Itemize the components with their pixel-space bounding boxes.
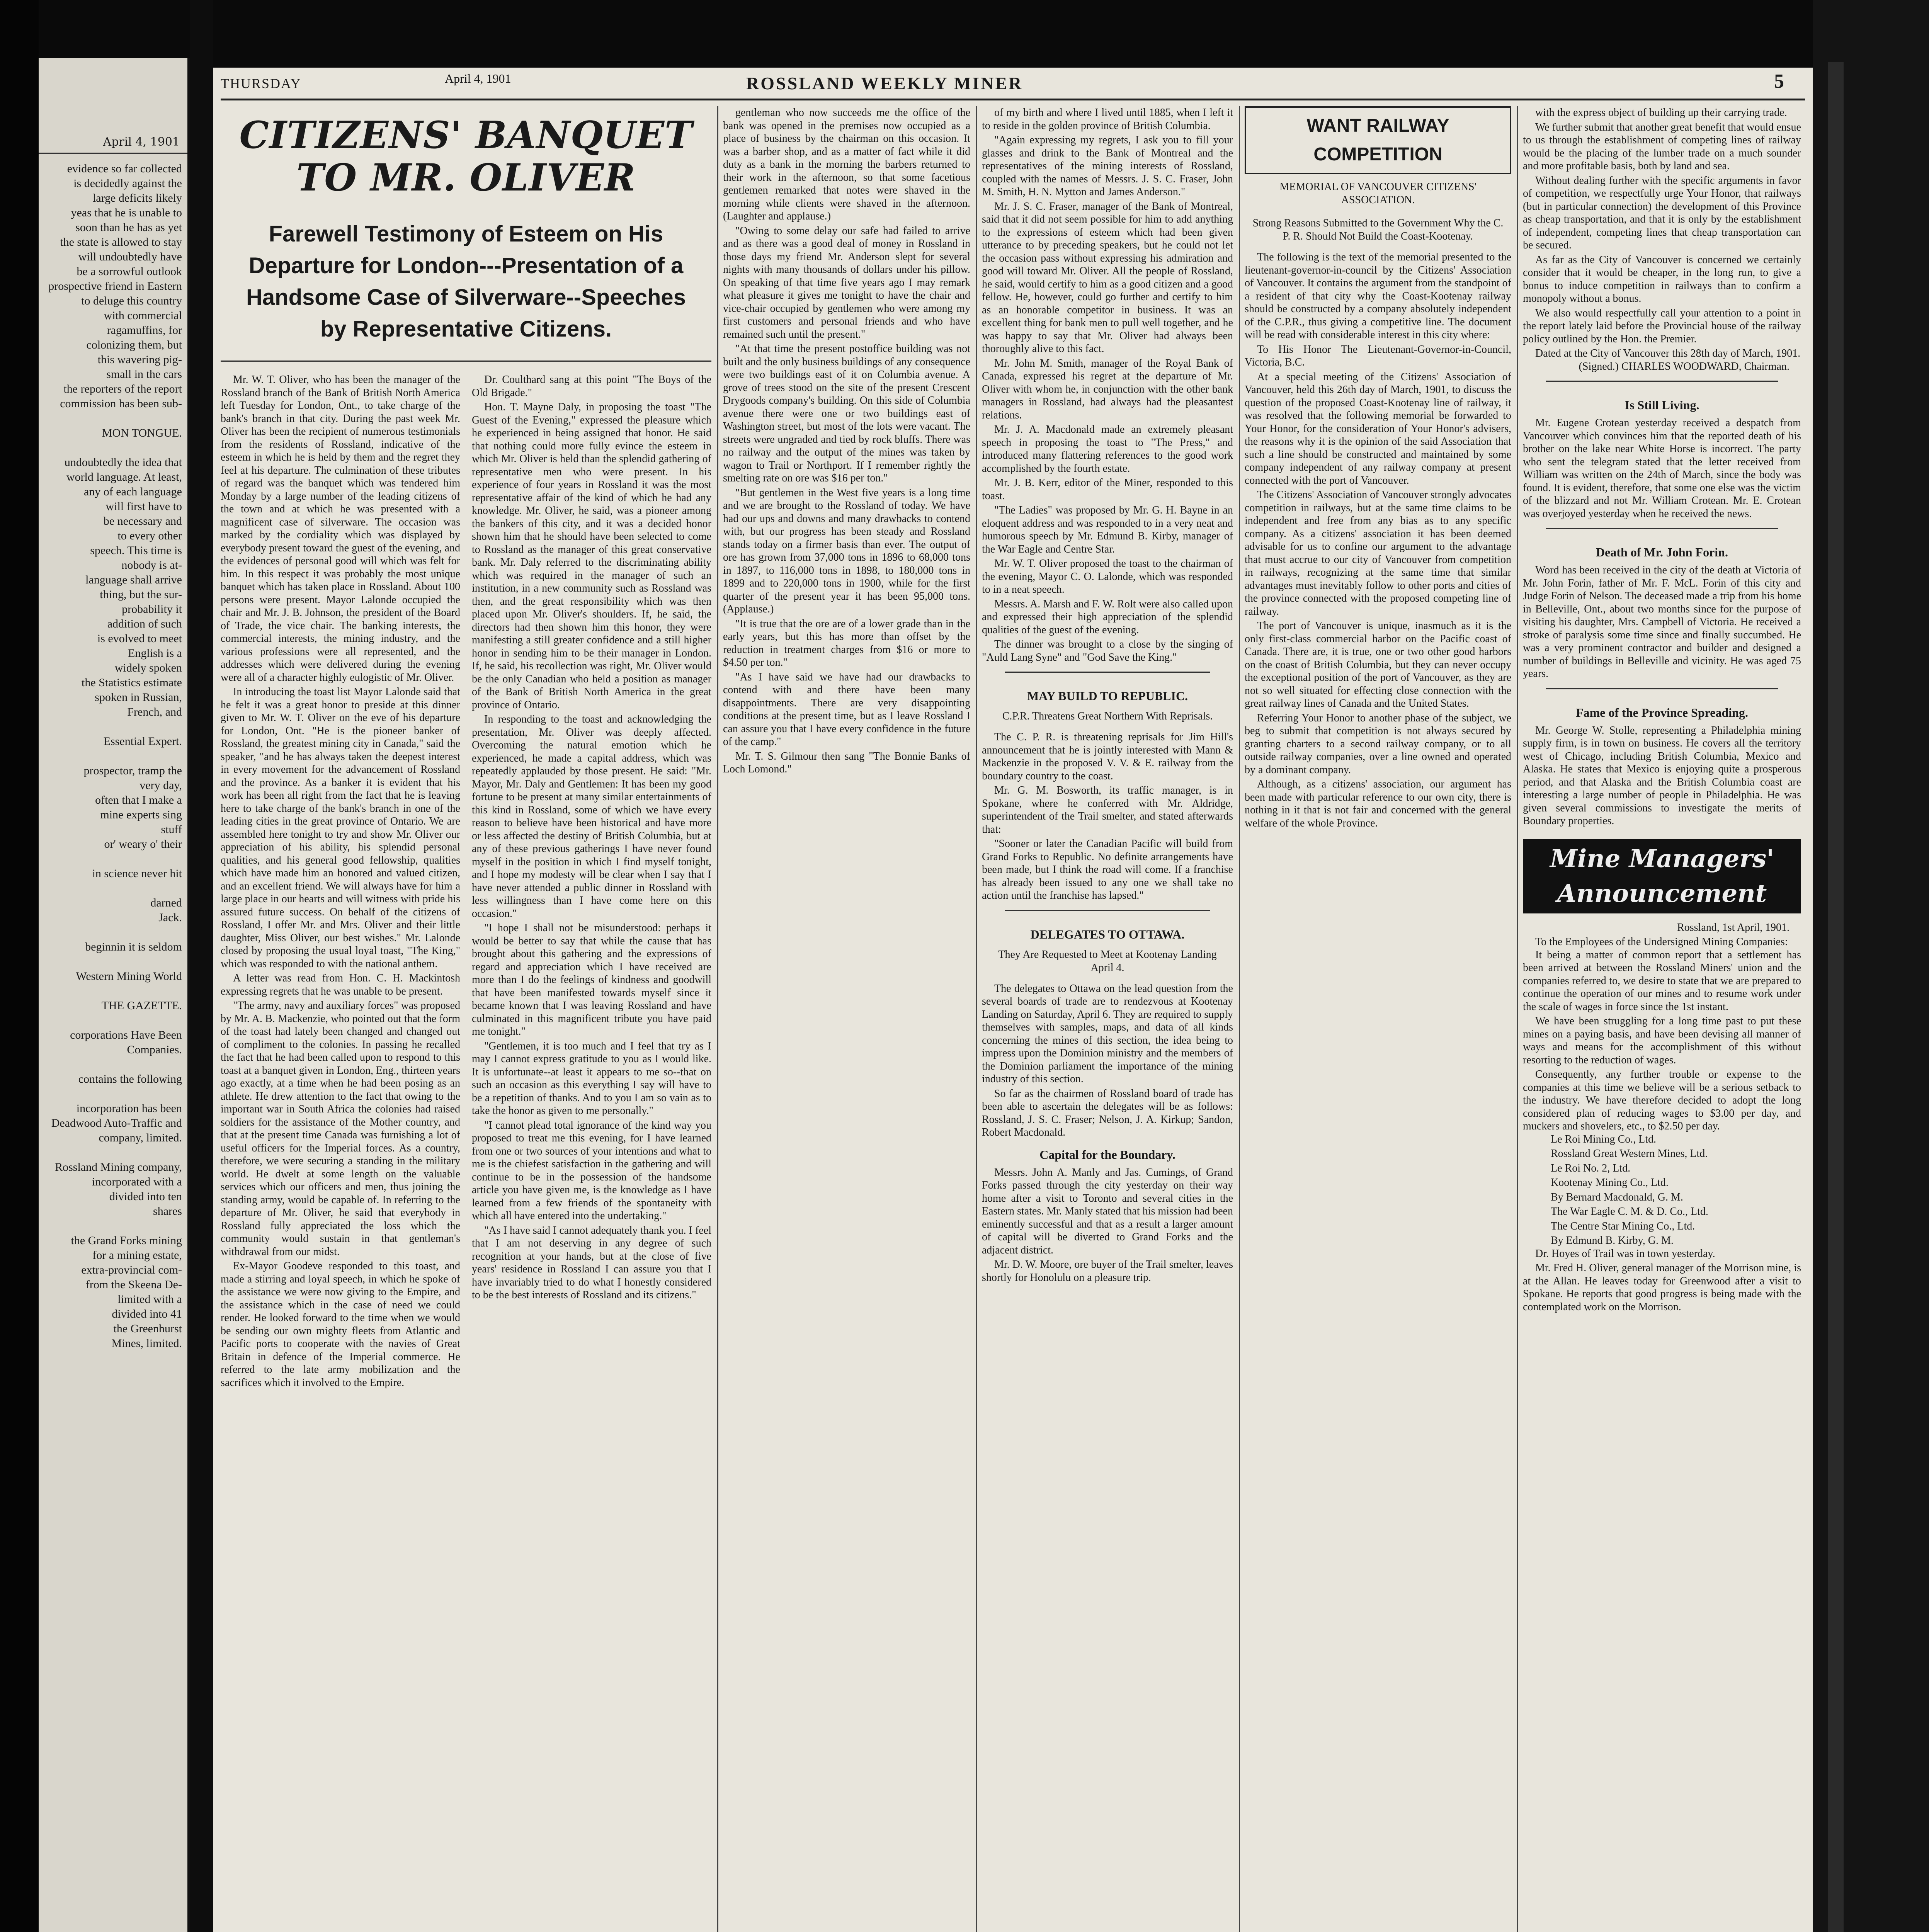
paragraph: So far as the chairmen of Rossland board of trade has been able to ascertain the delegates will be as follows: Rossland, J. S. C. Fraser; Nelson, J. A. Kirkup; Sandon, Robert Macdonald.	[982, 1087, 1233, 1138]
company-line: Kootenay Mining Co., Ltd.	[1551, 1177, 1669, 1189]
paragraph: A letter was read from Hon. C. H. Mackintosh expressing regrets that he was unable to be present.	[221, 972, 460, 997]
railway-body	[1245, 251, 1511, 830]
paragraph: "Gentlemen, it is too much and I feel that try as I may I cannot express gratitude to you as I would like. It is unfortunate--at least it appears to me so--that on such an occasion as this everything I say will have to be a repetition of thanks. And to you I am so vain as to take the honor as given to me personally."	[472, 1040, 711, 1117]
paragraph: The C. P. R. is threatening reprisals for Jim Hill's announcement that he is jointly interested with Mann & Mackenzie in the proposed V. V. & E. railway from the boundary country to the coast.	[982, 731, 1233, 782]
paragraph: We further submit that another great benefit that would ensue to us through the establishment of competing lines of railway would be the placing of the lumber trade on a much sounder and more profitable basis, both by land and sea.	[1523, 121, 1801, 172]
paragraph: "Sooner or later the Canadian Pacific will build from Grand Forks to Republic. No definite arrangements have been made, but I think the road will come. If a franchise has already been issued to any one we shall take no action until the franchise has lapsed."	[982, 838, 1233, 901]
scan-edge-left	[0, 0, 39, 1932]
paragraph: Referring Your Honor to another phase of the subject, we beg to submit that competition is not always secured by granting charters to a second railway company, or to all outside railway companies, over a line owned and operated by a dominant company.	[1245, 712, 1511, 776]
fame-headline: Fame of the Province Spreading.	[1576, 705, 1748, 719]
company-line: By Bernard Macdonald, G. M.	[1551, 1191, 1683, 1203]
mine-managers-headline: Mine Managers' Announcement	[1523, 839, 1801, 913]
paragraph: "I cannot plead total ignorance of the kind way you proposed to treat me this evening, for I have learned from one or two sources of your intentions and what to me is the chiefest satisfaction in the gathering and will continue to be in the possession of the handsome article you have given me, is the knowledge as I have learned from a few friends of the spontaneity with which all have entered into the undertaking."	[472, 1119, 711, 1222]
running-head-date: April 4, 1901	[445, 71, 511, 85]
paragraph: Mr. W. T. Oliver proposed the toast to the chairman of the evening, Mayor C. O. Lalonde, which was responded to in a neat speech.	[982, 558, 1233, 595]
paragraph: Dr. Coulthard sang at this point "The Boys of the Old Brigade."	[472, 374, 711, 399]
ottawa-headline: DELEGATES TO OTTAWA.	[1030, 927, 1185, 941]
paragraph: As far as the City of Vancouver is concerned we certainly consider that it would be cheaper, in the long run, to give a bonus to induce competition in railways than to confirm a monopoly without a bonus.	[1523, 253, 1801, 304]
oliver-deck: Farewell Testimony of Esteem on His Departure for London---Presentation of a Handsome Case of Silverware--Speeches by Representative Citizens.	[221, 211, 711, 362]
paragraph: Dr. Hoyes of Trail was in town yesterday.	[1535, 1247, 1715, 1260]
separator	[1005, 672, 1210, 673]
column-5	[1245, 106, 1511, 1932]
paragraph: Hon. T. Mayne Daly, in proposing the toast "The Guest of the Evening," expressed the pleasure which he experienced in being assigned that honor. He said that nothing could more fully evince the esteem in which Mr. Oliver is held than the splendid gathering of representative men who were present. In his experience of four years in Rossland it was the most representative affair of the kind of which he had any knowledge. Mr. Oliver, he said, was a pioneer among the bankers of this city, and it was a decided honor shown him that he should have been selected to come to Rossland as the manager of this great conservative bank. Mr. Daly referred to the discriminating ability which was required in the manager of such an institution, in a new community such as Rossland was then, and the great responsibility which was then placed upon Mr. Oliver's shoulders. If, he said, the directors had then shown him this honor, they were manifesting a still greater confidence and a still higher honor in sending him to be their manager in London. If, he said, his recollection was right, Mr. Oliver would be the only Canadian who held a position as manager of the Bank of British North America in the great province of Ontario.	[472, 401, 711, 711]
paragraph: "The Ladies" was proposed by Mr. G. H. Bayne in an eloquent address and was responded to in a very neat and humorous speech by Mr. Edmund B. Kirby, manager of the War Eagle and Centre Star.	[982, 504, 1233, 555]
company-line: Le Roi No. 2, Ltd.	[1551, 1162, 1631, 1174]
ottawa-body	[982, 982, 1233, 1139]
living-body: Mr. Eugene Crotean yesterday received a despatch from Vancouver which convinces him that the reported death of his brother on the lake near White Horse is incorrect. The party who sent the telegram stated that the letter received from William was written on the 24th of March, since the body was found. It is evident, therefore, that some one else was the victim of the blizzard and not Mr. William Crotean. Mr. E. Crotean was overjoyed yesterday when he received the news.	[1523, 417, 1801, 520]
paragraph: Consequently, any further trouble or expense to the companies at this time we believe will be a serious setback to the industry. We have therefore decided to adopt the long considered plan of reducing wages to $3.00 per day, and muckers and shovelers, etc., to $2.50 per day.	[1523, 1068, 1801, 1132]
oliver-column-2	[472, 373, 711, 1302]
running-head-day: THURSDAY	[221, 76, 301, 91]
oliver-column-1	[221, 373, 460, 1389]
paragraph: Mr. J. S. C. Fraser, manager of the Bank of Montreal, said that it did not seem possible for him to add anything to the expressions of esteem which had been given utterance to by preceding speakers, but he could not let the occasion pass without expressing his admiration and good will toward Mr. Oliver. All the people of Rossland, he said, would certify to him as a good citizen and a good fellow. He, however, could go further and certify to him as an honorable competitor in business. It was an excellent thing for bank men to pull well together, and he was happy to say that Mr. Oliver had always been thoroughly alive to this fact.	[982, 200, 1233, 355]
separator	[1546, 688, 1778, 689]
paragraph: Ex-Mayor Goodeve responded to this toast, and made a stirring and loyal speech, in which he spoke of the assistance we were now giving to the Empire, and the assistance which in the case of need we could render. He looked forward to the time when we would be sending our own mighty fleets from Atlantic and Pacific ports to cooperate with the navies of Great Britain in defence of the Imperial commerce. He referred to the late army mobilization and the sacrifices which it involved to the Empire.	[221, 1260, 460, 1389]
paragraph: We also would respectfully call your attention to a point in the report lately laid before the Provincial house of the railway policy outlined by the Hon. the Premier.	[1523, 307, 1801, 345]
column-rule	[717, 106, 718, 1932]
paragraph: Mr. W. T. Oliver, who has been the manager of the Rossland branch of the Bank of British North America left Tuesday for London, Ont., to take charge of the bank's branch in that city. During the past week Mr. Oliver has been the recipient of numerous testimonials from the residents of Rossland, indicative of the esteem in which he is held by them and the regret they feel at his departure. The culmination of these tributes of regard was the banquet which was tendered him Monday by a large number of the leading citizens of the town and at which he was presented with a magnificent case of silverware. The occasion was marked by the cordiality which was displayed by everybody present toward the guest of the evening, and the evidences of personal good will which was felt for him. In this respect it was probably the most unique banquet which has taken place in Rossland. About 100 persons were present. Mayor Lalonde occupied the chair and Mr. J. B. Johnson, the president of the Board of Trade, the vice chair. The banking interests, the commercial interests, the mining industry, and the various professions were all represented, and the addresses which were delivered during the evening were all of a character highly eulogistic of Mr. Oliver.	[221, 374, 460, 684]
paragraph: "As I have said we have had our drawbacks to contend with and there have been many disappointments. There are very disappointing conditions at the present time, but as I leave Rossland I can assure you that I have every confidence in the future of the camp."	[723, 671, 970, 748]
railway-body-continued	[1523, 106, 1801, 360]
mine-managers-dateline: Rossland, 1st April, 1901.	[1677, 921, 1790, 934]
paragraph: To His Honor The Lieutenant-Governor-in-Council, Victoria, B.C.	[1245, 343, 1511, 368]
capital-headline: Capital for the Boundary.	[1039, 1147, 1175, 1162]
newspaper-page	[213, 68, 1813, 1932]
fame-body: Mr. George W. Stolle, representing a Philadelphia mining supply firm, is in town on business. He covers all the territory west of Chicago, including British Columbia, Mexico and Alaska. He states that Mexico is enjoying quite a prosperous period, and that Alaska and the British Columbia coast are interesting a large number of people in Philadelphia. He was given several commissions to investigate the merits of Boundary properties.	[1523, 724, 1801, 827]
scan-edge-strip	[1828, 62, 1844, 1932]
paragraph: "As I have said I cannot adequately thank you. I feel that I am not deserving in any degree of such recognition at your hands, but at the close of five years' residence in Rossland I can assure you that I have invariably tried to do what I honestly considered to be the best interests of Rossland and its citizens."	[472, 1224, 711, 1301]
scan-edge-right	[1813, 0, 1929, 1932]
column-6	[1523, 106, 1801, 1932]
paragraph: Mr. Fred H. Oliver, general manager of the Morrison mine, is at the Allan. He leaves today for Greenwood after a visit to Spokane. He reports that good progress is being made with the contemplated work on the Morrison.	[1523, 1262, 1801, 1313]
paragraph: Mr. J. B. Kerr, editor of the Miner, responded to this toast.	[982, 477, 1233, 502]
page-number: 5	[1774, 70, 1784, 92]
company-line: Le Roi Mining Co., Ltd.	[1551, 1133, 1656, 1145]
paragraph: Messrs. A. Marsh and F. W. Rolt were also called upon and expressed their high appreciation of the splendid qualities of the guest of the evening.	[982, 598, 1233, 636]
paragraph: Mr. John M. Smith, manager of the Royal Bank of Canada, expressed his regret at the departure of Mr. Oliver with whom he, in conjunction with the other bank managers in Rossland, had always had the pleasantest relations.	[982, 357, 1233, 421]
paragraph: The following is the text of the memorial presented to the lieutenant-governor-in-council by the Citizens' Association of Vancouver. It contains the argument from the standpoint of a resident of that city why the Coast-Kootenay railway should be constructed by a company absolutely independent of the C.P.R., thus giving a competitive line. The document will be read with considerable interest in this city where:	[1245, 251, 1511, 341]
paragraph: "The army, navy and auxiliary forces" was proposed by Mr. A. B. Mackenzie, who pointed out that the form of the toast had lately been changed and changed out of compliment to the colonies. In passing he recalled the fact that he had been called upon to respond to this toast at a banquet given in London, Eng., thirteen years ago exactly, at a time when he had been posing as an athlete. He drew attention to the fact that owing to the important war in South Africa the colonies had raised soldiers for the assistance of the Mother country, and that at the present time Canada was furnishing a lot of useful officers for the Imperial forces. As a country, therefore, we were securing a standing in the military world. He dwelt at some length on the valuable services which our officers and men, thus joining the standing army, would be capable of. In referring to the departure of Mr. Oliver, he said that everybody in Rossland fully appreciated the loss which the community would sustain in that gentleman's withdrawal from our midst.	[221, 1000, 460, 1258]
paragraph: "At that time the present postoffice building was not built and the only business buildings of any consequence were two buildings east of it on Columbia avenue. A grove of trees stood on the site of the present Crescent Drygoods company's building. On this side of Columbia avenue there were one or two buildings east of Washington street, but most of the lots were vacant. The streets were ungraded and tied by rock bluffs. There was no railway and the output of the mines was taken by wagon to Trail or Northport. If I remember rightly the smelting rate on ore was $16 per ton."	[723, 343, 970, 484]
paragraph: Mr. J. A. Macdonald made an extremely pleasant speech in proposing the toast to "The Press," and introduced many flattering references to the good work accomplished by the fourth estate.	[982, 423, 1233, 474]
oliver-column-3	[723, 106, 970, 1932]
mine-managers-companies	[1523, 1133, 1801, 1247]
paragraph: Mr. T. S. Gilmour then sang "The Bonnie Banks of Loch Lomond."	[723, 750, 970, 775]
paragraph: with the express object of building up their carrying trade.	[1535, 107, 1787, 119]
railway-subhead-2: Strong Reasons Submitted to the Government Why the C. P. R. Should Not Build the Coast-Kootenay.	[1252, 217, 1504, 242]
ottawa-subhead: They Are Requested to Meet at Kootenay Landing April 4.	[998, 948, 1217, 974]
republic-body	[982, 731, 1233, 902]
paragraph: "Owing to some delay our safe had failed to arrive and as there was a good deal of money in Rossland in those days my friend Mr. Anderson slept for several nights with many thousands of dollars under his pillow. On speaking of that time five years ago I may remark what pleasure it gives me tonight to have the chair and vice-chair occupied by gentlemen who were among my first customers and personal friends and who have remained such until the present."	[723, 224, 970, 340]
paragraph: It being a matter of common report that a settlement has been arrived at between the Rossland Miners' union and the companies referred to, we desire to state that we are prepared to continue the operation of our mines and to resume work under the scale of wages in force since the 1st instant.	[1523, 949, 1801, 1013]
previous-page-fragment	[39, 58, 190, 1932]
running-head-title: ROSSLAND WEEKLY MINER	[746, 73, 1023, 93]
mine-managers-salutation: To the Employees of the Undersigned Mining Companies:	[1535, 936, 1788, 948]
paragraph: "Again expressing my regrets, I ask you to fill your glasses and drink to the Bank of Montreal and the representatives of the mining interests of Rossland, coupled with the names of Messrs. J. S. C. Fraser, John M. Smith, H. N. Mytton and James Anderson."	[982, 134, 1233, 198]
page-gutter	[190, 0, 213, 1932]
column-rule	[1239, 106, 1240, 1932]
republic-headline: MAY BUILD TO REPUBLIC.	[1027, 689, 1188, 703]
column-rule	[1517, 106, 1518, 1932]
separator	[1005, 910, 1210, 911]
oliver-article-left	[221, 106, 711, 1932]
column-4	[982, 106, 1233, 1932]
paragraph: "I hope I shall not be misunderstood: perhaps it would be better to say that while the cause that has brought about this gathering and the expressions of regard and appreciation which I have received are more than I do the feelings of kindness and goodwill that have been manifested towards myself since it became known that I was leaving Rossland and have culminated in this magnificent tribute you have paid me tonight."	[472, 922, 711, 1037]
paragraph: Dated at the City of Vancouver this 28th day of March, 1901.	[1535, 347, 1801, 359]
company-line: By Edmund B. Kirby, G. M.	[1551, 1235, 1674, 1247]
paragraph: The dinner was brought to a close by the singing of "Auld Lang Syne" and "God Save the King."	[982, 638, 1233, 663]
company-line: The Centre Star Mining Co., Ltd.	[1551, 1220, 1695, 1232]
oliver-column-4	[982, 106, 1233, 664]
death-body: Word has been received in the city of the death at Victoria of Mr. John Forin, father of Mr. F. McL. Forin of this city and Judge Forin of Nelson. The deceased made a trip from his home in Belleville, Ont., about two months since for the purpose of visiting his daughter, Mrs. Campbell of Victoria. He received a stroke of paralysis some time since and finally succumbed. He was a very prominent contractor and builder and designed a number of buildings in Belleville and vicinity. He was aged 75 years.	[1523, 564, 1801, 680]
running-head	[213, 68, 1813, 99]
paragraph: Mr. G. M. Bosworth, its traffic manager, is in Spokane, where he conferred with Mr. Aldridge, superintendent of the Trail smelter, and stated afterwards that:	[982, 784, 1233, 835]
separator	[1546, 381, 1778, 382]
capital-body	[982, 1166, 1233, 1284]
railway-headline: WANT RAILWAY COMPETITION	[1245, 106, 1511, 174]
paragraph: Messrs. John A. Manly and Jas. Cumings, of Grand Forks passed through the city yesterday on their way home after a visit to Toronto and several cities in the Eastern states. Mr. Manly stated that his mission had been eminently successful and that as a result a larger amount of capital will be diverted to Grand Forks and the adjacent district.	[982, 1166, 1233, 1256]
previous-page-text: evidence so far collected is decidedly against the large deficits likely yeas that he is unable to soon than he has as yet the state is allowed to stay will undoubtedly have be a sorrowful outlook prospective friend in Eastern to deluge this country with commercial ragamuffins, for colonizing them, but this wavering pig- small in the cars the reporters of the report commission has been sub- MON TONGUE. undoubtedly the idea that world language. At least, any of each language will first have to be necessary and to every other speech. This time is nobody is at- language shall arrive thing, but the sur- probability it addition of such is evolved to meet English is a widely spoken the Statistics estimate spoken in Russian, French, and Essential Expert. prospector, tramp the very day, often that I make a mine experts sing stuff or' weary o' their in science never hit darned Jack. beginnin it is seldom Western Mining World THE GAZETTE. corporations Have Been Companies. contains the following incorporation has been Deadwood Auto-Traffic and company, limited. Rossland Mining company, incorporated with a divided into ten shares the Grand Forks mining for a mining estate, extra-provincial com- from the Skeena De- limited with a divided into 41 the Greenhurst Mines, limited.	[48, 162, 182, 1350]
paragraph: of my birth and where I lived until 1885, when I left it to reside in the golden province of British Columbia.	[982, 107, 1233, 132]
mine-managers-body	[1523, 949, 1801, 1133]
paragraph: "It is true that the ore are of a lower grade than in the early years, but this has more than offset by the reduction in treatment charges from $16 or more to $4.50 per ton."	[723, 617, 970, 668]
death-headline: Death of Mr. John Forin.	[1596, 545, 1728, 559]
paragraph: "But gentlemen in the West five years is a long time and we are brought to the Rossland of today. We have had our ups and downs and many drawbacks to contend with, but our progress has been steady and Rossland stands today on a firmer basis than ever. The output of ore has grown from 37,000 tons in 1896 to 68,000 tons in 1897, to 116,000 tons in 1898, to 180,000 tons in 1899 and to 220,000 tons in 1900, while for the first quarter of the present year it has been 95,000 tons. (Applause.)	[723, 486, 970, 615]
head-rule	[221, 99, 1805, 100]
railway-signature: (Signed.) CHARLES WOODWARD, Chairman.	[1579, 360, 1790, 372]
company-line: The War Eagle C. M. & D. Co., Ltd.	[1551, 1206, 1708, 1218]
mine-managers-after	[1523, 1247, 1801, 1314]
paragraph: The Citizens' Association of Vancouver strongly advocates competition in railways, but at the same time claims to be independent and free from any bias as to any specific company. As a citizens' association it has been deemed advisable for us to confine our argument to the advantage that must accrue to our city of Vancouver from competition in railways, recognizing at the same time that similar advantages must inevitably follow to other ports and cities of the province connected with the proposed competing line of railway.	[1245, 489, 1511, 617]
paragraph: Although, as a citizens' association, our argument has been made with particular reference to our own city, there is nothing in it that is not fair and concerned with the general welfare of the whole Province.	[1245, 778, 1511, 829]
paragraph: gentleman who now succeeds me the office of the bank was opened in the premises now occupied as a place of business by the chairman on this occasion. It was a barber shop, and as a matter of fact while it did duty as a bank in the morning the barbers returned to their work in the afternoon, so that some facetious gentlemen remarked that notes were shaved in the morning while clients were shaved in the afternoon. (Laughter and applause.)	[723, 107, 970, 222]
living-headline: Is Still Living.	[1625, 398, 1699, 412]
paragraph: In introducing the toast list Mayor Lalonde said that he felt it was a great honor to preside at this dinner given to Mr. W. T. Oliver on the eve of his departure for London, Ont. "He is the pioneer banker of Rossland, the greatest mining city in Canada," said the speaker, "and he has always taken the deepest interest in every movement for the advancement of Rossland and the province. As a banker it is evident that his work has been all right from the fact that he is leaving here to take charge of the bank's branch in one of the leading cities in the great province of Ontario. We are assembled here tonight to try and show Mr. Oliver our appreciation of his ability, his splendid personal qualities, and his general good fellowship, qualities which have made him an honored and valued citizen, and an excellent friend. We will always have for him a large place in our hearts and will witness with pride his assured future success. On behalf of the citizens of Rossland, I offer Mr. and Mrs. Oliver and their little daughter, Miss Oliver, our best wishes." Mr. Lalonde closed by proposing the usual loyal toast, "The King," which was responded to with the national anthem.	[221, 686, 460, 970]
separator	[1546, 528, 1778, 529]
paragraph: The port of Vancouver is unique, inasmuch as it is the only first-class commercial harbor on the Pacific coast of Canada. There are, it is true, one or two other good harbors on the coast of British Columbia, but they can never occupy the exceptional position of the port of Vancouver, as they are not so well situated for effecting close connection with the great railway lines of Canada and the United States.	[1245, 620, 1511, 709]
paragraph: Mr. D. W. Moore, ore buyer of the Trail smelter, leaves shortly for Honolulu on a pleasure trip.	[982, 1259, 1233, 1284]
previous-page-date: April 4, 1901	[39, 58, 187, 154]
column-rule	[976, 106, 977, 1932]
paragraph: The delegates to Ottawa on the lead question from the several boards of trade are to rendezvous at Kootenay Landing on Saturday, April 6. They are required to supply themselves with samples, maps, and data of all kinds concerning the mines of this section, the idea being to impress upon the Dominion ministry and the members of the Dominion parliament the importance of the mining industry of this section.	[982, 982, 1233, 1085]
company-line: Rossland Great Western Mines, Ltd.	[1551, 1148, 1708, 1160]
republic-subhead: C.P.R. Threatens Great Northern With Reprisals.	[1002, 710, 1213, 722]
paragraph: Without dealing further with the specific arguments in favor of competition, we respectfully urge Your Honor, that railways (but in particular connection) the development of this Province as cheap transportation, and that it is only by the establishment of independent, competing lines that cheap transportation can be secured.	[1523, 174, 1801, 251]
paragraph: We have been struggling for a long time past to put these mines on a paying basis, and have been devising all manner of ways and means for the accomplishment of this without resorting to the reduction of wages.	[1523, 1015, 1801, 1066]
paragraph: At a special meeting of the Citizens' Association of Vancouver, held this 26th day of March, 1901, to discuss the question of the proposed Coast-Kootenay line of railway, it was resolved that the following memorial be forwarded to Your Honor, for the consideration of Your Honor's advisers, the reasons why it is the opinion of the said Association that such a line should be constructed and maintained by some company independent of any railway company at present connected with the port of Vancouver.	[1245, 371, 1511, 486]
railway-subhead: MEMORIAL OF VANCOUVER CITIZENS' ASSOCIATION.	[1279, 181, 1477, 206]
oliver-headline: CITIZENS' BANQUET TO MR. OLIVER	[239, 113, 693, 199]
paragraph: In responding to the toast and acknowledging the presentation, Mr. Oliver was deeply affected. Overcoming the natural emotion which he experienced, he made a capital address, which was repeatedly applauded by those present. He said: "Mr. Mayor, Mr. Daly and Gentlemen: It has been my good fortune to be present at many similar entertainments of this kind in Rossland, some of which we have every reason to believe have been historical and have more or less affected the destiny of British Columbia, but at any of these previous gatherings I have never found myself in the position in which I find myself tonight, and I hope my modesty will be clear when I say that I have never attended a public dinner in Rossland with less willingness than I have come here on this occasion."	[472, 713, 711, 920]
